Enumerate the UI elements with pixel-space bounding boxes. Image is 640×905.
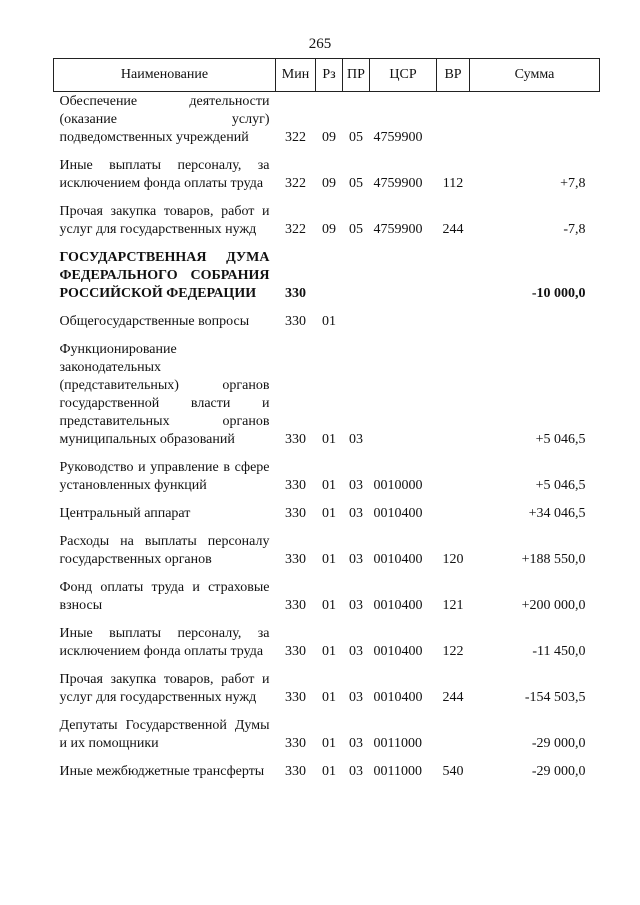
cell-min: 330 bbox=[285, 314, 306, 329]
cell-pr: 05 bbox=[349, 130, 363, 145]
table-row bbox=[54, 92, 600, 152]
cell-name: Прочая закупка товаров, работ и услуг для государственных нужд bbox=[59, 672, 270, 705]
cell-pr bbox=[343, 307, 370, 335]
cell-sum: +34 046,5 bbox=[528, 506, 586, 521]
header-min: Мин bbox=[276, 59, 316, 92]
cell-sum: -10 000,0 bbox=[531, 286, 586, 301]
cell-pr: 05 bbox=[349, 222, 363, 237]
cell-csr: 0010400 bbox=[373, 552, 423, 567]
table-body bbox=[54, 92, 600, 786]
cell-min: 330 bbox=[285, 764, 306, 779]
header-vr: ВР bbox=[437, 59, 470, 92]
budget-table bbox=[53, 58, 600, 785]
cell-csr bbox=[370, 307, 437, 335]
cell-csr: 0011000 bbox=[373, 764, 422, 779]
cell-csr: 0010400 bbox=[373, 690, 423, 705]
cell-min: 330 bbox=[285, 552, 306, 567]
cell-min: 330 bbox=[285, 644, 306, 659]
cell-vr: 120 bbox=[442, 552, 464, 567]
cell-name: Обеспечение деятельности (оказание услуг) подведомственных учреждений bbox=[59, 94, 270, 145]
header-name: Наименование bbox=[54, 59, 276, 92]
table-row bbox=[54, 499, 600, 527]
cell-rz: 01 bbox=[322, 478, 336, 493]
cell-pr: 03 bbox=[349, 644, 363, 659]
header-rz: Рз bbox=[316, 59, 343, 92]
header-sum: Сумма bbox=[470, 59, 600, 92]
cell-min: 330 bbox=[285, 478, 306, 493]
cell-csr: 0010400 bbox=[373, 506, 423, 521]
cell-csr bbox=[370, 243, 437, 307]
cell-min: 330 bbox=[285, 506, 306, 521]
cell-rz: 01 bbox=[322, 506, 336, 521]
cell-csr: 4759900 bbox=[373, 176, 423, 191]
cell-rz: 01 bbox=[322, 314, 336, 329]
cell-vr bbox=[437, 243, 470, 307]
cell-name: Центральный аппарат bbox=[59, 506, 191, 521]
cell-min: 322 bbox=[285, 130, 306, 145]
cell-vr: 244 bbox=[442, 690, 464, 705]
cell-rz: 09 bbox=[322, 176, 336, 191]
cell-sum: -11 450,0 bbox=[532, 644, 586, 659]
table-row bbox=[54, 711, 600, 757]
cell-sum: +5 046,5 bbox=[535, 432, 586, 447]
cell-sum: +188 550,0 bbox=[521, 552, 586, 567]
cell-rz bbox=[316, 243, 343, 307]
cell-sum: -29 000,0 bbox=[531, 764, 586, 779]
cell-rz: 01 bbox=[322, 432, 336, 447]
header-csr: ЦСР bbox=[370, 59, 437, 92]
cell-rz: 01 bbox=[322, 644, 336, 659]
table-row bbox=[54, 665, 600, 711]
cell-name: Руководство и управление в сфере установленных функций bbox=[59, 460, 270, 493]
cell-name: Расходы на выплаты персоналу государственных органов bbox=[59, 534, 270, 567]
cell-vr bbox=[437, 453, 470, 499]
cell-vr: 121 bbox=[442, 598, 464, 613]
header-pr: ПР bbox=[343, 59, 370, 92]
cell-name: Иные выплаты персоналу, за исключением фонда оплаты труда bbox=[59, 626, 270, 659]
cell-rz: 01 bbox=[322, 736, 336, 751]
cell-csr: 0011000 bbox=[373, 736, 422, 751]
cell-name: Иные выплаты персоналу, за исключением фонда оплаты труда bbox=[59, 158, 270, 191]
cell-name: Фонд оплаты труда и страховые взносы bbox=[59, 580, 270, 613]
cell-rz: 01 bbox=[322, 598, 336, 613]
cell-vr: 540 bbox=[442, 764, 464, 779]
page-number: 265 bbox=[308, 36, 332, 52]
cell-rz: 01 bbox=[322, 690, 336, 705]
cell-csr: 4759900 bbox=[373, 130, 423, 145]
cell-vr bbox=[437, 307, 470, 335]
table-row bbox=[54, 197, 600, 243]
cell-name: Депутаты Государственной Думы и их помощники bbox=[59, 718, 270, 751]
cell-csr bbox=[370, 335, 437, 453]
cell-name: Общегосударственные вопросы bbox=[59, 314, 250, 329]
cell-pr bbox=[343, 243, 370, 307]
cell-pr: 03 bbox=[349, 432, 363, 447]
cell-pr: 03 bbox=[349, 736, 363, 751]
table-row bbox=[54, 335, 600, 453]
cell-min: 330 bbox=[285, 598, 306, 613]
cell-vr: 244 bbox=[442, 222, 464, 237]
cell-csr: 0010000 bbox=[373, 478, 423, 493]
cell-name: Прочая закупка товаров, работ и услуг для государственных нужд bbox=[59, 204, 270, 237]
table-header bbox=[54, 59, 600, 92]
cell-rz: 01 bbox=[322, 764, 336, 779]
cell-name: Иные межбюджетные трансферты bbox=[59, 764, 265, 779]
cell-sum: +5 046,5 bbox=[535, 478, 586, 493]
cell-min: 330 bbox=[285, 690, 306, 705]
cell-rz: 09 bbox=[322, 130, 336, 145]
table-row bbox=[54, 151, 600, 197]
table-row bbox=[54, 527, 600, 573]
table-row bbox=[54, 243, 600, 307]
cell-vr bbox=[437, 335, 470, 453]
cell-pr: 03 bbox=[349, 764, 363, 779]
cell-sum bbox=[470, 92, 600, 152]
cell-name: ГОСУДАРСТВЕННАЯ ДУМА ФЕДЕРАЛЬНОГО СОБРАНИЯ РОССИЙСКОЙ ФЕДЕРАЦИИ bbox=[59, 250, 270, 301]
cell-sum: -29 000,0 bbox=[531, 736, 586, 751]
table-row bbox=[54, 757, 600, 785]
cell-min: 322 bbox=[285, 222, 306, 237]
cell-pr: 03 bbox=[349, 506, 363, 521]
cell-min: 322 bbox=[285, 176, 306, 191]
cell-name: Функционирование законодательных (представительных) органов государственной власти и представительных органов муниципальных образований bbox=[59, 342, 270, 447]
cell-pr: 05 bbox=[349, 176, 363, 191]
cell-pr: 03 bbox=[349, 690, 363, 705]
table-row bbox=[54, 453, 600, 499]
cell-sum bbox=[470, 307, 600, 335]
cell-sum: -154 503,5 bbox=[524, 690, 586, 705]
cell-min: 330 bbox=[285, 736, 306, 751]
table-row bbox=[54, 307, 600, 335]
cell-sum: +200 000,0 bbox=[521, 598, 586, 613]
cell-sum: -7,8 bbox=[563, 222, 586, 237]
cell-vr: 122 bbox=[442, 644, 464, 659]
table-row bbox=[54, 619, 600, 665]
cell-csr: 4759900 bbox=[373, 222, 423, 237]
cell-pr: 03 bbox=[349, 552, 363, 567]
cell-vr bbox=[437, 92, 470, 152]
cell-pr: 03 bbox=[349, 598, 363, 613]
cell-csr: 0010400 bbox=[373, 598, 423, 613]
cell-vr bbox=[437, 499, 470, 527]
cell-pr: 03 bbox=[349, 478, 363, 493]
cell-min: 330 bbox=[285, 432, 306, 447]
cell-vr bbox=[437, 711, 470, 757]
cell-sum: +7,8 bbox=[560, 176, 586, 191]
table-row bbox=[54, 573, 600, 619]
cell-vr: 112 bbox=[442, 176, 464, 191]
cell-rz: 09 bbox=[322, 222, 336, 237]
cell-rz: 01 bbox=[322, 552, 336, 567]
cell-min: 330 bbox=[285, 286, 306, 301]
cell-csr: 0010400 bbox=[373, 644, 423, 659]
